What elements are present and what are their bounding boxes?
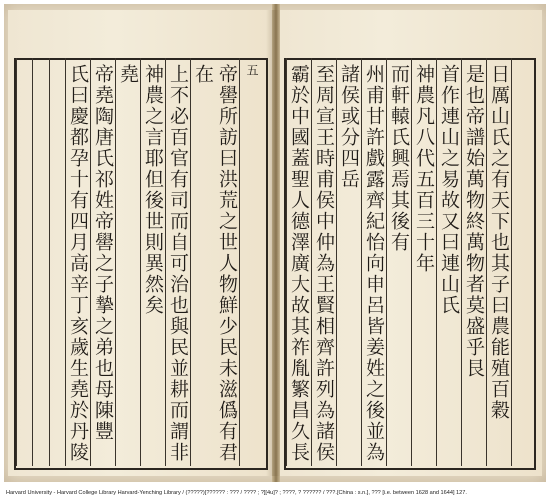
left-column-7: 氏曰慶都孕十有四月高辛丁亥歲生堯於丹陵	[65, 58, 90, 466]
right-column-blank	[511, 58, 532, 466]
right-column-4: 神農凡八代五百三十年	[411, 58, 436, 466]
library-caption: Harvard University - Harvard College Library Harvard-Yenching Library / (?????)[?????? : ??? / ???? ; ?][4u]? ; ????, ? ?????? / ???.[China : s.n.], ??? [i.e. between 1628 and 1644] 127.	[6, 490, 467, 496]
left-column-5: 堯	[115, 58, 140, 466]
right-text-columns	[286, 58, 532, 466]
left-page-header	[14, 20, 264, 56]
left-column-2: 帝嚳所訪曰洪荒之世人物鮮少民未滋僞有君在	[190, 58, 239, 466]
right-column-1: 日厲山氏之有天下也其子曰農能殖百穀	[486, 58, 511, 466]
book-spread	[4, 4, 546, 482]
right-column-6: 州甫甘許戲露齊紀怡向申呂皆姜姓之後並為	[361, 58, 386, 466]
right-column-9: 霸於中國蓋聖人德澤廣大故其祚胤繁昌久長	[286, 58, 311, 466]
right-page-header	[284, 20, 532, 56]
right-column-7: 諸侯或分四岳	[336, 58, 361, 466]
right-page	[280, 10, 542, 476]
right-column-2: 是也帝譜始萬物終萬物者莫盛乎艮	[461, 58, 486, 466]
right-column-8: 至周宣王時甫侯中仲為王賢相齊許列為諸侯	[311, 58, 336, 466]
right-column-3: 首作連山之易故又曰連山氏	[436, 58, 461, 466]
left-column-6: 帝堯陶唐氏祁姓帝嚳之子摯之弟也母陳豐	[90, 58, 115, 466]
right-column-5: 而軒轅氏興焉其後有	[386, 58, 411, 466]
left-column-1: 五	[239, 58, 264, 466]
left-page	[8, 10, 272, 476]
left-text-columns	[16, 58, 264, 466]
left-column-blank-1	[49, 58, 65, 466]
left-column-3: 上不必百官有司而自可治也與民並耕而謂非	[165, 58, 190, 466]
left-column-4: 神農之言耶但後世則異然矣	[140, 58, 165, 466]
fold-shadow	[266, 10, 280, 476]
left-column-blank-2	[32, 58, 48, 466]
left-column-blank-3	[16, 58, 32, 466]
